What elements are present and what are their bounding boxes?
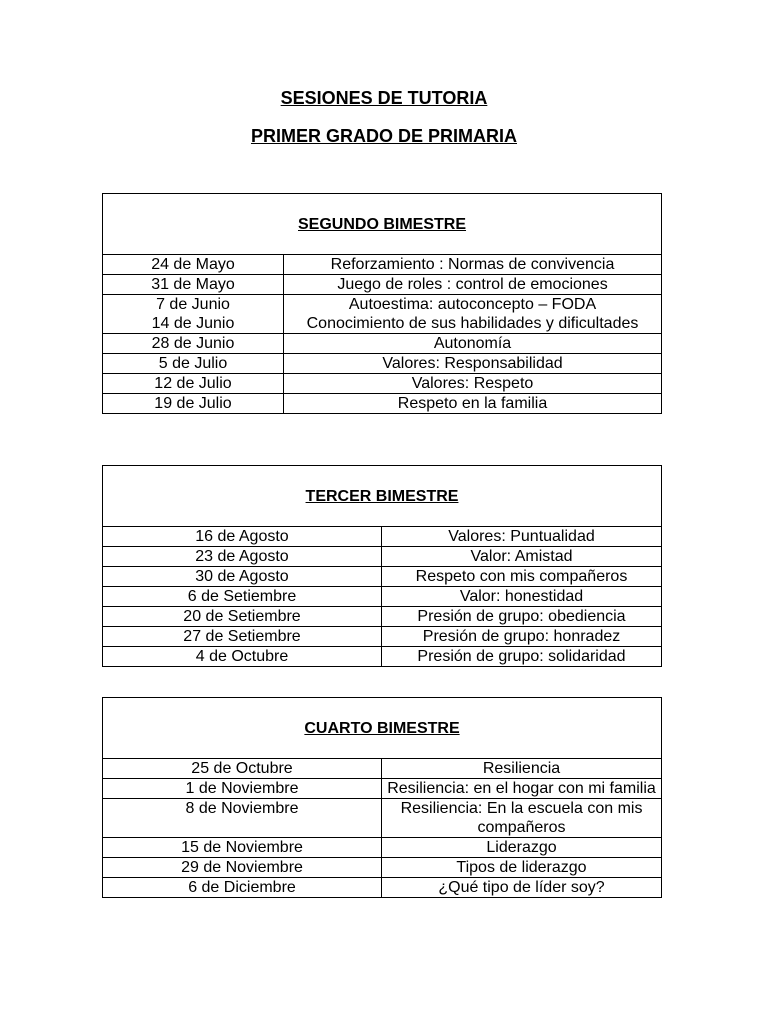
- session-topic: Resiliencia: en el hogar con mi familia: [382, 779, 662, 799]
- table-row: [103, 527, 662, 547]
- table-row: [103, 374, 662, 394]
- table-row: [103, 295, 662, 334]
- session-date: 20 de Setiembre: [103, 607, 382, 627]
- session-date: 4 de Octubre: [103, 647, 382, 667]
- session-topic: Valores: Puntualidad: [382, 527, 662, 547]
- session-date: 28 de Junio: [103, 334, 284, 354]
- session-date: 15 de Noviembre: [103, 838, 382, 858]
- table-heading: TERCER BIMESTRE: [103, 466, 662, 527]
- session-topic: Valor: Amistad: [382, 547, 662, 567]
- table-row: [103, 334, 662, 354]
- session-date: 30 de Agosto: [103, 567, 382, 587]
- session-topic: Resiliencia: [382, 759, 662, 779]
- session-topic: Reforzamiento : Normas de convivencia: [284, 255, 662, 275]
- table-row: [103, 394, 662, 414]
- session-topic: Autoestima: autoconcepto – FODA Conocimiento de sus habilidades y dificultades: [284, 295, 662, 334]
- session-topic: Tipos de liderazgo: [382, 858, 662, 878]
- table-row: [103, 567, 662, 587]
- tercer-bimestre-table: [102, 465, 662, 667]
- session-date: 7 de Junio 14 de Junio: [103, 295, 284, 334]
- cuarto-bimestre-table: [102, 697, 662, 898]
- session-date: 29 de Noviembre: [103, 858, 382, 878]
- table-row: [103, 838, 662, 858]
- session-topic: Presión de grupo: obediencia: [382, 607, 662, 627]
- table-row: [103, 547, 662, 567]
- session-topic: Juego de roles : control de emociones: [284, 275, 662, 295]
- table-row: [103, 759, 662, 779]
- table-row: [103, 858, 662, 878]
- session-topic: Valores: Responsabilidad: [284, 354, 662, 374]
- session-date: 6 de Diciembre: [103, 878, 382, 898]
- document-subtitle: PRIMER GRADO DE PRIMARIA: [250, 126, 517, 146]
- table-row: [103, 779, 662, 799]
- table-heading: CUARTO BIMESTRE: [103, 698, 662, 759]
- session-topic: Valor: honestidad: [382, 587, 662, 607]
- session-date: 6 de Setiembre: [103, 587, 382, 607]
- session-date: 5 de Julio: [103, 354, 284, 374]
- session-topic: Resiliencia: En la escuela con mis compañeros: [382, 799, 662, 838]
- session-date: 16 de Agosto: [103, 527, 382, 547]
- table-row: [103, 255, 662, 275]
- session-topic: Autonomía: [284, 334, 662, 354]
- session-date: 1 de Noviembre: [103, 779, 382, 799]
- segundo-bimestre-table: [102, 193, 662, 414]
- table-row: [103, 647, 662, 667]
- session-topic: Respeto en la familia: [284, 394, 662, 414]
- table-row: [103, 587, 662, 607]
- session-date: 12 de Julio: [103, 374, 284, 394]
- session-date: 27 de Setiembre: [103, 627, 382, 647]
- session-date: 31 de Mayo: [103, 275, 284, 295]
- table-row: [103, 275, 662, 295]
- table-heading: SEGUNDO BIMESTRE: [103, 194, 662, 255]
- table-row: [103, 627, 662, 647]
- session-topic: Presión de grupo: honradez: [382, 627, 662, 647]
- table-row: [103, 799, 662, 838]
- session-topic: Presión de grupo: solidaridad: [382, 647, 662, 667]
- session-date: 8 de Noviembre: [103, 799, 382, 838]
- document-title: SESIONES DE TUTORIA: [280, 88, 488, 108]
- session-date: 25 de Octubre: [103, 759, 382, 779]
- session-topic: ¿Qué tipo de líder soy?: [382, 878, 662, 898]
- session-date: 23 de Agosto: [103, 547, 382, 567]
- session-date: 19 de Julio: [103, 394, 284, 414]
- table-row: [103, 354, 662, 374]
- session-topic: Liderazgo: [382, 838, 662, 858]
- table-row: [103, 607, 662, 627]
- session-topic: Valores: Respeto: [284, 374, 662, 394]
- session-topic: Respeto con mis compañeros: [382, 567, 662, 587]
- table-row: [103, 878, 662, 898]
- session-date: 24 de Mayo: [103, 255, 284, 275]
